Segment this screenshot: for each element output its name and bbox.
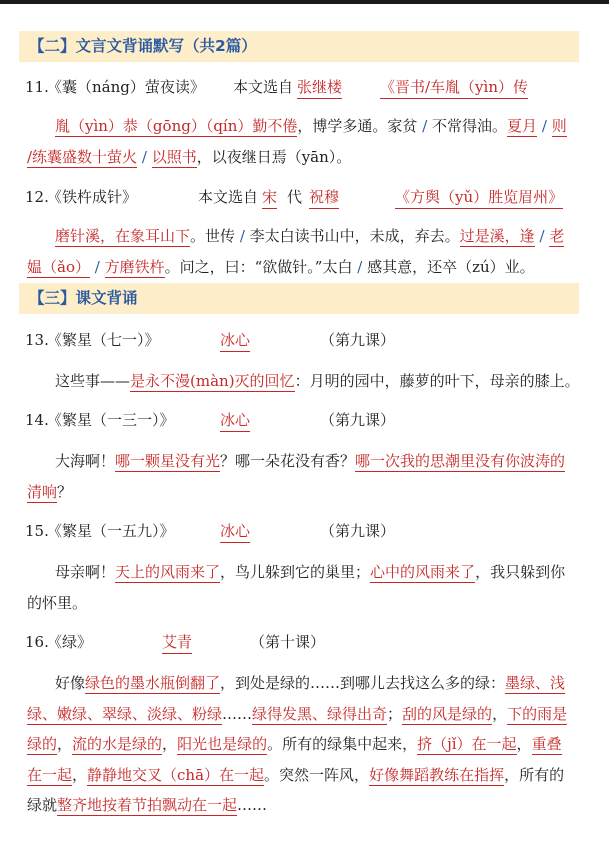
q12-passage-line-2	[27, 252, 587, 283]
q16-lesson: （第十课）	[250, 633, 326, 651]
section-header-classical-chinese: 【二】文言文背诵默写（共2篇）	[19, 31, 579, 62]
q16-passage-line-4	[27, 760, 587, 791]
answer-blank: 清响	[27, 482, 58, 501]
q16-title: 《绿》	[47, 633, 93, 651]
q12-answer-author: 祝穆	[309, 187, 339, 209]
answer-blank: 以照书	[151, 147, 197, 166]
q15-lesson: （第九课）	[320, 522, 396, 540]
passage-text: 。问之，曰：“欲做针。”太白	[164, 257, 353, 276]
q14-passage-line-1	[27, 446, 587, 477]
q14-title: 《繁星（一三一）》	[47, 411, 175, 429]
passage-text: ，鸟儿躲到它的巢里；	[220, 563, 371, 581]
q14-number: 14.	[25, 411, 49, 429]
passage-text: ，以夜继日焉（yān）。	[196, 147, 352, 166]
q13-lesson: （第九课）	[320, 331, 396, 349]
q14-passage	[27, 446, 587, 507]
passage-text: 好像	[55, 674, 86, 692]
passage-text: 的怀里。	[27, 593, 88, 612]
q11-answer-book: 《晋书/车胤（yìn）传	[380, 77, 528, 99]
q12-passage	[27, 221, 587, 282]
passage-text: 不常得油。	[432, 117, 508, 135]
passage-text: ，	[57, 735, 73, 753]
pause-mark: /	[141, 147, 147, 166]
q12-title: 《铁杵成针》	[47, 188, 138, 206]
passage-text: ？	[57, 482, 73, 501]
q11-source-label: 本文选自	[233, 78, 294, 96]
answer-blank: 整齐地按着节拍飘动在一起	[57, 796, 238, 814]
q16-passage-line-1	[27, 668, 587, 699]
answer-blank: 阳光也是绿的	[177, 735, 268, 753]
passage-text: ；	[387, 704, 403, 723]
passage-text: ，博学多通。家贫	[297, 117, 418, 135]
passage-text: 。突然一阵风，	[264, 765, 370, 784]
answer-blank: 静静地交叉（chā）在一起	[87, 765, 265, 784]
q11-passage-line-2	[27, 142, 587, 173]
q11-title: 《囊（náng）萤夜读》	[47, 78, 205, 96]
passage-text: 这些事——	[55, 372, 131, 390]
q16-passage	[27, 668, 587, 821]
q16-number: 16.	[25, 633, 49, 651]
passage-text: ，	[516, 735, 532, 753]
answer-blank: 绿得发黑、绿得出奇	[252, 704, 388, 723]
answer-blank: 绿的	[27, 735, 58, 753]
answer-blank: 老	[549, 227, 565, 245]
q15-number: 15.	[25, 522, 49, 540]
q13-answer-author: 冰心	[220, 330, 250, 352]
q13-passage-line-1	[27, 366, 587, 397]
q15-answer-author: 冰心	[220, 521, 250, 543]
q12-dynasty-suffix: 代	[287, 188, 303, 206]
q16-passage-line-2	[27, 699, 587, 730]
answer-blank: 重叠	[531, 735, 562, 753]
passage-text: ，到处是绿的……到哪儿去找这么多的绿：	[220, 674, 506, 692]
pause-mark: /	[539, 227, 545, 245]
q16-passage-line-3	[27, 729, 587, 760]
q11-answer-author: 张继楼	[297, 77, 342, 99]
pause-mark: /	[94, 257, 100, 276]
q12-answer-book: 《方舆（yǔ）胜览眉州》	[395, 187, 563, 209]
answer-blank: 流的水是绿的	[72, 735, 163, 753]
q11-passage-line-1	[27, 111, 587, 142]
answer-blank: /练囊盛数十萤火	[27, 147, 138, 166]
top-border	[0, 0, 609, 4]
answer-blank: 磨针溪，在象耳山下	[55, 227, 191, 245]
answer-blank: 则	[551, 117, 567, 135]
answer-blank: 是永不漫(màn)灭的回忆	[130, 372, 295, 390]
q15-passage	[27, 557, 587, 618]
passage-text: 母亲啊！	[55, 563, 116, 581]
answer-blank: 在一起	[27, 765, 73, 784]
q13-title: 《繁星（七一）》	[47, 331, 160, 349]
passage-text: ……	[222, 704, 253, 723]
answer-blank: 绿、嫩绿、翠绿、淡绿、粉绿	[27, 704, 223, 723]
q12-answer-dynasty: 宋	[262, 187, 277, 209]
q13-number: 13.	[25, 331, 49, 349]
answer-blank: 刮的风是绿的	[402, 704, 493, 723]
answer-blank: 挤（jǐ）在一起	[417, 735, 517, 753]
q15-title: 《繁星（一五九）》	[47, 522, 175, 540]
q16-answer-author: 艾青	[162, 632, 192, 654]
q12-passage-line-1	[27, 221, 587, 252]
answer-blank: 好像舞蹈教练在指挥	[369, 765, 505, 784]
pause-mark: /	[239, 227, 245, 245]
q14-lesson: （第九课）	[320, 411, 396, 429]
pause-mark: /	[422, 117, 428, 135]
q12-source-label: 本文选自	[198, 188, 259, 206]
passage-text: 。世传	[190, 227, 236, 245]
answer-blank: 墨绿、浅	[505, 674, 566, 692]
passage-text: 感其意，还卒（zú）业。	[367, 257, 535, 276]
passage-text: 大海啊！	[55, 452, 116, 470]
answer-blank: 夏月	[507, 117, 538, 135]
q15-passage-line-2	[27, 588, 587, 619]
answer-blank: 胤（yìn）恭（gōng）（qín）勤不倦	[55, 117, 298, 135]
section-header-text-recitation: 【三】课文背诵	[19, 283, 579, 314]
answer-blank: 天上的风雨来了	[115, 563, 221, 581]
answer-blank: 方磨铁杵	[104, 257, 165, 276]
q15-passage-line-1	[27, 557, 587, 588]
answer-blank: 心中的风雨来了	[370, 563, 476, 581]
passage-text: ，	[492, 704, 508, 723]
q11-passage	[27, 111, 587, 172]
passage-text: ，	[162, 735, 178, 753]
answer-blank: 媪（ǎo）	[27, 257, 90, 276]
q16-passage-line-5	[27, 790, 587, 821]
q13-passage	[27, 366, 587, 397]
q12-number: 12.	[25, 188, 49, 206]
passage-text: 。所有的绿集中起来，	[267, 735, 418, 753]
passage-text: ，所有的	[504, 765, 565, 784]
q14-passage-line-2	[27, 477, 587, 508]
passage-text: ，	[72, 765, 88, 784]
q14-answer-author: 冰心	[220, 410, 250, 432]
pause-mark: /	[357, 257, 363, 276]
answer-blank: 哪一次我的思潮里没有你波涛的	[355, 452, 566, 470]
passage-text: 李太白读书山中，未成，弃去。	[249, 227, 460, 245]
passage-text: 绿就	[27, 796, 58, 814]
answer-blank: 绿色的墨水瓶倒翻了	[85, 674, 221, 692]
answer-blank: 过是溪，逢	[459, 227, 535, 245]
passage-text: ……	[237, 796, 268, 814]
passage-text: ，我只躲到你	[475, 563, 566, 581]
q11-number: 11.	[25, 78, 49, 96]
pause-mark: /	[541, 117, 547, 135]
answer-blank: 下的雨是	[507, 704, 568, 723]
passage-text: ：月明的园中，藤萝的叶下，母亲的膝上。	[294, 372, 580, 390]
answer-blank: 哪一颗星没有光	[115, 452, 221, 470]
passage-text: ？哪一朵花没有香？	[220, 452, 356, 470]
